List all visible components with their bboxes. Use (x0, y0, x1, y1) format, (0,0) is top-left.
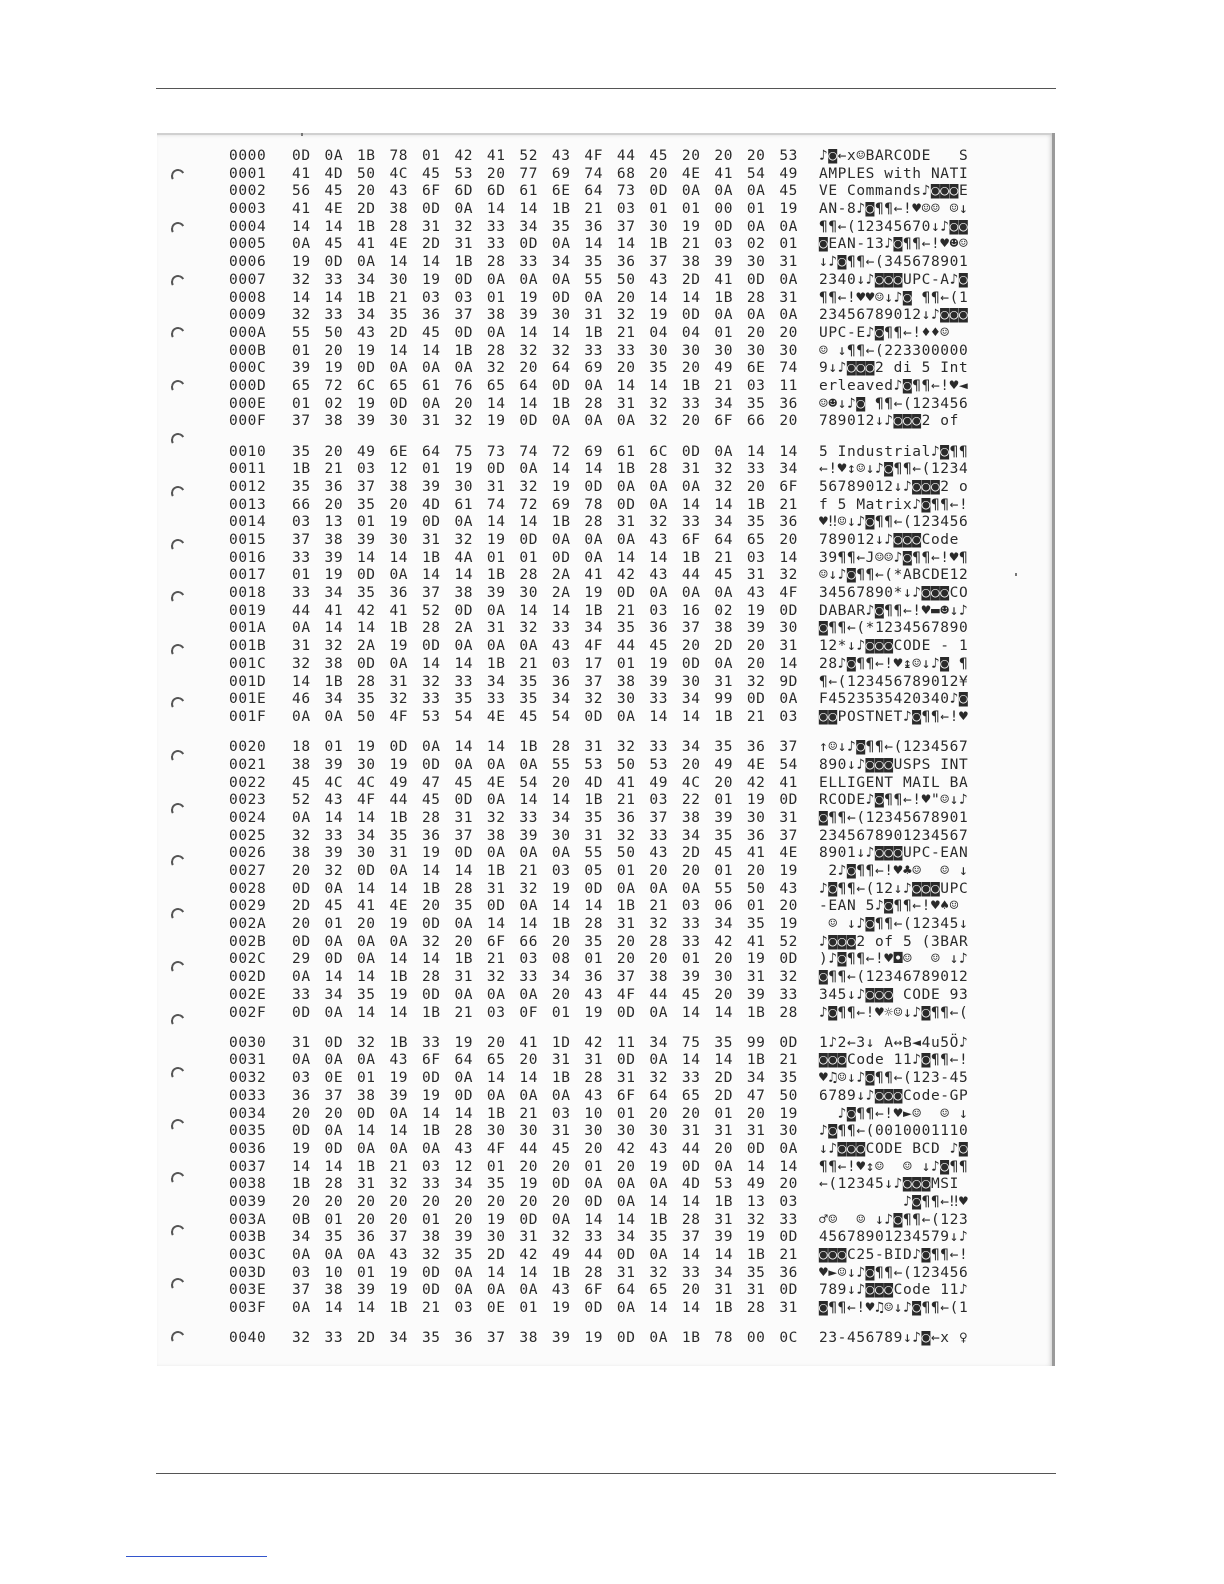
dump-ascii-text: 23-456789↓♪◙←x ♀ (819, 1330, 969, 1347)
dump-address: 0034 (229, 1105, 267, 1122)
dump-ascii-text: 789↓♪◙◙◙Code 11♪ (819, 1282, 969, 1299)
dump-hex-bytes: 1B 28 31 32 33 34 35 19 0D 0A 0A 0A 4D 53 49 20 (292, 1176, 798, 1193)
dump-ascii-text: 1♪2←3↓ A↔B◄4u5Ö♪ (819, 1034, 969, 1051)
dump-address: 001C (229, 655, 267, 672)
dump-ascii-text: 56789012↓♪◙◙◙2 o (819, 478, 969, 495)
dump-address: 0008 (229, 289, 267, 306)
punch-hole-mark (171, 644, 185, 654)
dump-address: 001B (229, 638, 267, 655)
dump-hex-bytes: 31 32 2A 19 0D 0A 0A 0A 43 4F 44 45 20 2D 20 31 (292, 638, 798, 655)
dump-address: 0020 (229, 739, 267, 756)
dump-hex-bytes: 56 45 20 43 6F 6D 6D 61 6E 64 73 0D 0A 0A 0A 45 (292, 183, 798, 200)
dump-hex-bytes: 35 20 49 6E 64 75 73 74 72 69 61 6C 0D 0A 14 14 (292, 443, 798, 460)
dump-address: 0023 (229, 792, 267, 809)
punch-hole-mark (171, 222, 185, 232)
dump-ascii-text: ◙¶¶←(12345678901 (819, 809, 969, 826)
dump-hex-bytes: 0D 0A 14 14 1B 28 30 30 31 30 30 30 31 31 31 30 (292, 1123, 798, 1140)
dump-hex-bytes: 0D 0A 0A 0A 32 20 6F 66 20 35 20 28 33 42 41 52 (292, 933, 798, 950)
dump-address: 003B (229, 1229, 267, 1246)
dump-address: 0004 (229, 218, 267, 235)
dump-hex-bytes: 33 34 35 19 0D 0A 0A 0A 20 43 4F 44 45 20 39 33 (292, 986, 798, 1003)
dump-address: 000A (229, 324, 267, 341)
punch-hole-mark (171, 961, 185, 971)
punch-hole-mark (171, 697, 185, 707)
dump-ascii-text: ☺☻↓♪◙ ¶¶←(123456 (819, 395, 969, 412)
dump-ascii-text: 45678901234579↓♪ (819, 1229, 969, 1246)
footer-rule (156, 1473, 1056, 1474)
dump-address: 000B (229, 342, 267, 359)
dump-ascii-text: 2340↓♪◙◙◙UPC-A♪◙ (819, 271, 969, 288)
dump-hex-bytes: 0D 0A 1B 78 01 42 41 52 43 4F 44 45 20 20 20 53 (292, 148, 798, 164)
dump-ascii-text: ◙◙◙Code 11♪◙¶¶←! (819, 1052, 969, 1069)
punch-hole-mark (171, 1278, 185, 1288)
dump-address: 0005 (229, 236, 267, 253)
dump-ascii-text: ◙¶¶←(*1234567890 (819, 620, 969, 637)
dump-address: 003F (229, 1300, 267, 1317)
dump-ascii-text: 28♪◙¶¶←!♥↨☺↓♪◙ ¶ (819, 655, 969, 672)
dump-ascii-text: ♥‼☺↓♪◙¶¶←(123456 (819, 514, 969, 531)
footer-link-underline (126, 1556, 267, 1557)
punch-hole-mark (171, 1225, 185, 1235)
punch-hole-mark (171, 591, 185, 601)
dump-hex-bytes: 33 34 35 36 37 38 39 30 2A 19 0D 0A 0A 0A 43 4F (292, 585, 798, 602)
dump-ascii-text: ↑☺↓♪◙¶¶←(1234567 (819, 739, 969, 756)
dump-hex-bytes: 0D 0A 14 14 1B 21 03 0F 01 19 0D 0A 14 14 1B 28 (292, 1004, 798, 1021)
dump-address: 003E (229, 1282, 267, 1299)
dump-hex-bytes: 38 39 30 31 19 0D 0A 0A 0A 55 50 43 2D 45 41 4E (292, 845, 798, 862)
dump-hex-bytes: 01 19 0D 0A 14 14 1B 28 2A 41 42 43 44 45 31 32 (292, 567, 798, 584)
dump-hex-bytes: 0A 14 14 1B 28 31 32 33 34 36 37 38 39 30 31 32 (292, 969, 798, 986)
dump-address: 002F (229, 1004, 267, 1021)
dump-hex-bytes: 0A 14 14 1B 28 2A 31 32 33 34 35 36 37 38 39 30 (292, 620, 798, 637)
dump-address: 002B (229, 933, 267, 950)
dump-hex-bytes: 01 20 19 14 14 1B 28 32 32 33 33 30 30 30 30 30 (292, 342, 798, 359)
dump-hex-bytes: 01 02 19 0D 0A 20 14 14 1B 28 31 32 33 34 35 36 (292, 395, 798, 412)
dump-hex-bytes: 0D 0A 14 14 1B 28 31 32 19 0D 0A 0A 0A 55 50 43 (292, 880, 798, 897)
dump-ascii-text: ♪◙¶¶←(0010001110 (819, 1123, 969, 1140)
dump-hex-bytes: 14 1B 28 31 32 33 34 35 36 37 38 39 30 31 32 9D (292, 673, 798, 690)
scan-top-edge (157, 133, 1055, 135)
dump-ascii-text: ◙◙POSTNET♪◙¶¶←!♥ (819, 708, 969, 725)
dump-hex-bytes: 46 34 35 32 33 35 33 35 34 32 30 33 34 99 0D 0A (292, 691, 798, 708)
dump-address: 0029 (229, 898, 267, 915)
dump-address: 0022 (229, 774, 267, 791)
dump-ascii-text: ↓♪◙◙◙CODE BCD ♪◙ (819, 1140, 969, 1157)
dump-ascii-text: ◙EAN-13♪◙¶¶←!♥☻☺ (819, 236, 969, 253)
header-rule (156, 88, 1056, 89)
dump-address: 0015 (229, 532, 267, 549)
dump-address: 0000 (229, 148, 267, 164)
dump-address: 0035 (229, 1123, 267, 1140)
dump-ascii-text: UPC-E♪◙¶¶←!♦♦☺ (819, 324, 969, 341)
dump-address: 0033 (229, 1087, 267, 1104)
punch-hole-mark (171, 1014, 185, 1024)
dump-address: 002C (229, 951, 267, 968)
dump-hex-bytes: 41 4E 2D 38 0D 0A 14 14 1B 21 03 01 01 00 01 19 (292, 201, 798, 218)
dump-hex-bytes: 32 38 0D 0A 14 14 1B 21 03 17 01 19 0D 0A 20 14 (292, 655, 798, 672)
dump-address: 0024 (229, 809, 267, 826)
punch-hole-mark (171, 380, 185, 390)
dump-address: 0036 (229, 1140, 267, 1157)
dump-hex-bytes: 39 19 0D 0A 0A 0A 32 20 64 69 20 35 20 49 6E 74 (292, 360, 798, 377)
dump-hex-bytes: 0A 45 41 4E 2D 31 33 0D 0A 14 14 1B 21 03 02 01 (292, 236, 798, 253)
dump-address: 0038 (229, 1176, 267, 1193)
dump-hex-bytes: 44 41 42 41 52 0D 0A 14 14 1B 21 03 16 02 19 0D (292, 602, 798, 619)
dump-ascii-text: ¶¶←!♥↕☺ ☺ ↓♪◙¶¶ (819, 1158, 969, 1175)
punch-hole-mark (171, 275, 185, 285)
dump-hex-bytes: 31 0D 32 1B 33 19 20 41 1D 42 11 34 75 35 99 0D (292, 1034, 798, 1051)
dump-hex-bytes: 32 33 2D 34 35 36 37 38 39 19 0D 0A 1B 78 00 0C (292, 1330, 798, 1347)
dump-hex-bytes: 36 37 38 39 19 0D 0A 0A 0A 43 6F 64 65 2D 47 50 (292, 1087, 798, 1104)
dump-ascii-text: AMPLES with NATI (819, 165, 969, 182)
dump-ascii-text: ¶←(123456789012¥ (819, 673, 969, 690)
dump-hex-bytes: 66 20 35 20 4D 61 74 72 69 78 0D 0A 14 14 1B 21 (292, 496, 798, 513)
dump-hex-bytes: 37 38 39 30 31 32 19 0D 0A 0A 0A 43 6F 64 65 20 (292, 532, 798, 549)
dump-ascii-text: )♪◙¶¶←!♥◘☺ ☺ ↓♪ (819, 951, 969, 968)
dump-ascii-text: ◙◙◙C25-BID♪◙¶¶←! (819, 1247, 969, 1264)
dump-address: 002E (229, 986, 267, 1003)
punch-hole-mark (171, 803, 185, 813)
dump-ascii-text: RCODE♪◙¶¶←!♥"☺↓♪ (819, 792, 969, 809)
dump-address: 0032 (229, 1070, 267, 1087)
scan-speck (1015, 573, 1017, 576)
punch-hole-mark (171, 750, 185, 760)
dump-hex-bytes: 20 01 20 19 0D 0A 14 14 1B 28 31 32 33 34 35 19 (292, 916, 798, 933)
dump-address: 001E (229, 691, 267, 708)
dump-hex-bytes: 38 39 30 19 0D 0A 0A 0A 55 53 50 53 20 49 4E 54 (292, 756, 798, 773)
dump-address: 0016 (229, 549, 267, 566)
dump-address: 001A (229, 620, 267, 637)
dump-hex-bytes: 14 14 1B 21 03 12 01 20 20 01 20 19 0D 0A 14 14 (292, 1158, 798, 1175)
dump-ascii-text: ♪◙¶¶←‼♥ (819, 1193, 969, 1210)
dump-ascii-text: AN-8♪◙¶¶←!♥☺☺ ☺↓ (819, 201, 969, 218)
dump-address: 002A (229, 916, 267, 933)
dump-ascii-text: ♪◙◙◙2 of 5 (3BAR (819, 933, 969, 950)
dump-hex-bytes: 32 33 34 35 36 37 38 39 30 31 32 33 34 35 36 37 (292, 827, 798, 844)
scan-right-edge (1052, 133, 1055, 1366)
dump-hex-bytes: 18 01 19 0D 0A 14 14 1B 28 31 32 33 34 35 36 37 (292, 739, 798, 756)
dump-hex-bytes: 20 20 0D 0A 14 14 1B 21 03 10 01 20 20 01 20 19 (292, 1105, 798, 1122)
punch-hole-mark (171, 908, 185, 918)
dump-address: 0030 (229, 1034, 267, 1051)
dump-address: 0011 (229, 461, 267, 478)
dump-hex-bytes: 52 43 4F 44 45 0D 0A 14 14 1B 21 03 22 01 19 0D (292, 792, 798, 809)
dump-address: 0003 (229, 201, 267, 218)
scanned-hex-dump-page (157, 133, 1055, 1366)
dump-address: 0039 (229, 1193, 267, 1210)
dump-ascii-text: ♂☺ ☺ ↓♪◙¶¶←(123 (819, 1211, 969, 1228)
dump-hex-bytes: 32 33 34 35 36 37 38 39 30 31 32 19 0D 0A 0A 0A (292, 307, 798, 324)
dump-hex-bytes: 0A 0A 0A 43 32 35 2D 42 49 44 0D 0A 14 14 1B 21 (292, 1247, 798, 1264)
dump-hex-bytes: 0B 01 20 20 01 20 19 0D 0A 14 14 1B 28 31 32 33 (292, 1211, 798, 1228)
dump-ascii-text: erleaved♪◙¶¶←!♥◄ (819, 377, 969, 394)
dump-ascii-text: 5 Industrial♪◙¶¶ (819, 443, 969, 460)
dump-address: 0028 (229, 880, 267, 897)
dump-ascii-text: 6789↓♪◙◙◙Code-GP (819, 1087, 969, 1104)
dump-address: 0012 (229, 478, 267, 495)
dump-hex-bytes: 29 0D 0A 14 14 1B 21 03 08 01 20 20 01 20 19 0D (292, 951, 798, 968)
dump-hex-bytes: 1B 21 03 12 01 19 0D 0A 14 14 1B 28 31 32 33 34 (292, 461, 798, 478)
dump-hex-bytes: 65 72 6C 65 61 76 65 64 0D 0A 14 14 1B 21 03 11 (292, 377, 798, 394)
dump-address: 003A (229, 1211, 267, 1228)
punch-hole-mark (171, 1067, 185, 1077)
dump-address: 0007 (229, 271, 267, 288)
dump-ascii-text: 345↓♪◙◙◙ CODE 93 (819, 986, 969, 1003)
dump-ascii-text: ◙¶¶←!♥♫☺↓♪◙¶¶←(1 (819, 1300, 969, 1317)
dump-address: 0027 (229, 863, 267, 879)
dump-hex-bytes: 03 13 01 19 0D 0A 14 14 1B 28 31 32 33 34 35 36 (292, 514, 798, 531)
dump-ascii-text: DABAR♪◙¶¶←!♥▬☻↓♪ (819, 602, 969, 619)
punch-hole-mark (171, 1119, 185, 1129)
dump-ascii-text: 2345678901234567 (819, 827, 969, 844)
dump-hex-bytes: 19 0D 0A 0A 0A 43 4F 44 45 20 42 43 44 20 0D 0A (292, 1140, 798, 1157)
dump-ascii-text: 34567890*↓♪◙◙◙CO (819, 585, 969, 602)
dump-hex-bytes: 03 0E 01 19 0D 0A 14 14 1B 28 31 32 33 2D 34 35 (292, 1070, 798, 1087)
dump-hex-bytes: 14 14 1B 21 03 03 01 19 0D 0A 20 14 14 1B 28 31 (292, 289, 798, 306)
dump-address: 001D (229, 673, 267, 690)
dump-address: 0019 (229, 602, 267, 619)
scan-speck (301, 133, 303, 136)
dump-ascii-text: ♪◙¶¶←!♥☼☺↓♪◙¶¶←( (819, 1004, 969, 1021)
dump-ascii-text: ♪◙←x☺BARCODE S (819, 148, 969, 164)
dump-address: 0002 (229, 183, 267, 200)
dump-hex-bytes: 37 38 39 30 31 32 19 0D 0A 0A 0A 32 20 6F 66 20 (292, 413, 798, 430)
punch-hole-mark (171, 1331, 185, 1341)
punch-hole-mark (171, 1172, 185, 1182)
dump-hex-bytes: 34 35 36 37 38 39 30 31 32 33 34 35 37 39 19 0D (292, 1229, 798, 1246)
punch-hole-mark (171, 327, 185, 337)
punch-hole-mark (171, 855, 185, 865)
dump-address: 0025 (229, 827, 267, 844)
dump-ascii-text: 39¶¶←J☺☺♪◙¶¶←!♥¶ (819, 549, 969, 566)
dump-ascii-text: ☺↓♪◙¶¶←(*ABCDE12 (819, 567, 969, 584)
dump-ascii-text: ←!♥↕☺↓♪◙¶¶←(1234 (819, 461, 969, 478)
dump-hex-bytes: 35 36 37 38 39 30 31 32 19 0D 0A 0A 0A 32 20 6F (292, 478, 798, 495)
dump-address: 0031 (229, 1052, 267, 1069)
dump-ascii-text: ☺ ↓¶¶←(223300000 (819, 342, 969, 359)
dump-address: 000E (229, 395, 267, 412)
dump-address: 0009 (229, 307, 267, 324)
dump-hex-bytes: 33 39 14 14 1B 4A 01 01 0D 0A 14 14 1B 21 03 14 (292, 549, 798, 566)
dump-address: 003C (229, 1247, 267, 1264)
dump-ascii-text: 789012↓♪◙◙◙Code (819, 532, 969, 549)
dump-ascii-text: ♥►☺↓♪◙¶¶←(123456 (819, 1264, 969, 1281)
dump-hex-bytes: 37 38 39 19 0D 0A 0A 0A 43 6F 64 65 20 31 31 0D (292, 1282, 798, 1299)
dump-address: 000F (229, 413, 267, 430)
punch-hole-mark (171, 433, 185, 443)
dump-address: 0010 (229, 443, 267, 460)
dump-ascii-text: 890↓♪◙◙◙USPS INT (819, 756, 969, 773)
dump-address: 0037 (229, 1158, 267, 1175)
punch-hole-mark (171, 169, 185, 179)
dump-ascii-text: ¶¶←(12345670↓♪◙◙ (819, 218, 969, 235)
dump-ascii-text: ¶¶←!♥♥☺↓♪◙ ¶¶←(1 (819, 289, 969, 306)
dump-hex-bytes: 0A 14 14 1B 28 31 32 33 34 35 36 37 38 39 30 31 (292, 809, 798, 826)
dump-ascii-text: ☺ ↓♪◙¶¶←(12345↓ (819, 916, 969, 933)
dump-hex-bytes: 20 20 20 20 20 20 20 20 20 0D 0A 14 14 1B 13 03 (292, 1193, 798, 1210)
dump-ascii-text: 12*↓♪◙◙◙CODE - 1 (819, 638, 969, 655)
dump-ascii-text: ◙¶¶←(12346789012 (819, 969, 969, 986)
dump-hex-bytes: 03 10 01 19 0D 0A 14 14 1B 28 31 32 33 34 35 36 (292, 1264, 798, 1281)
dump-ascii-text: -EAN 5♪◙¶¶←!♥♠☺ (819, 898, 969, 915)
dump-address: 0021 (229, 756, 267, 773)
punch-hole-mark (171, 539, 185, 549)
dump-ascii-text: ←(12345↓♪◙◙◙MSI (819, 1176, 969, 1193)
dump-address: 002D (229, 969, 267, 986)
dump-ascii-text: ELLIGENT MAIL BA (819, 774, 969, 791)
dump-hex-bytes: 2D 45 41 4E 20 35 0D 0A 14 14 1B 21 03 06 01 20 (292, 898, 798, 915)
dump-address: 000C (229, 360, 267, 377)
dump-ascii-text: 8901↓♪◙◙◙UPC-EAN (819, 845, 969, 862)
dump-ascii-text: ♪◙¶¶←(12↓♪◙◙◙UPC (819, 880, 969, 897)
dump-address: 001F (229, 708, 267, 725)
dump-ascii-text: ♥♫☺↓♪◙¶¶←(123-45 (819, 1070, 969, 1087)
dump-ascii-text: 2♪◙¶¶←!♥♣☺ ☺ ↓ (819, 863, 969, 879)
dump-hex-bytes: 32 33 34 30 19 0D 0A 0A 0A 55 50 43 2D 41 0D 0A (292, 271, 798, 288)
dump-hex-bytes: 19 0D 0A 14 14 1B 28 33 34 35 36 37 38 39 30 31 (292, 254, 798, 271)
dump-ascii-text: VE Commands♪◙◙◙E (819, 183, 969, 200)
dump-ascii-text: F4523535420340♪◙ (819, 691, 969, 708)
dump-address: 0014 (229, 514, 267, 531)
dump-address: 0001 (229, 165, 267, 182)
dump-address: 0018 (229, 585, 267, 602)
dump-address: 000D (229, 377, 267, 394)
dump-address: 0017 (229, 567, 267, 584)
dump-hex-bytes: 0A 14 14 1B 21 03 0E 01 19 0D 0A 14 14 1B 28 31 (292, 1300, 798, 1317)
dump-hex-bytes: 55 50 43 2D 45 0D 0A 14 14 1B 21 04 04 01 20 20 (292, 324, 798, 341)
dump-hex-bytes: 0A 0A 0A 43 6F 64 65 20 31 31 0D 0A 14 14 1B 21 (292, 1052, 798, 1069)
dump-address: 0040 (229, 1330, 267, 1347)
dump-ascii-text: f 5 Matrix♪◙¶¶←! (819, 496, 969, 513)
dump-hex-bytes: 20 32 0D 0A 14 14 1B 21 03 05 01 20 20 01 20 19 (292, 863, 798, 879)
dump-ascii-text: 23456789012↓♪◙◙◙ (819, 307, 969, 324)
dump-address: 0006 (229, 254, 267, 271)
dump-address: 0026 (229, 845, 267, 862)
dump-hex-bytes: 14 14 1B 28 31 32 33 34 35 36 37 30 19 0D 0A 0A (292, 218, 798, 235)
dump-address: 0013 (229, 496, 267, 513)
dump-hex-bytes: 41 4D 50 4C 45 53 20 77 69 74 68 20 4E 41 54 49 (292, 165, 798, 182)
dump-ascii-text: 9↓♪◙◙◙2 di 5 Int (819, 360, 969, 377)
dump-ascii-text: 789012↓♪◙◙◙2 of (819, 413, 969, 430)
dump-hex-bytes: 45 4C 4C 49 47 45 4E 54 20 4D 41 49 4C 20 42 41 (292, 774, 798, 791)
dump-address: 003D (229, 1264, 267, 1281)
punch-hole-mark (171, 486, 185, 496)
dump-hex-bytes: 0A 0A 50 4F 53 54 4E 45 54 0D 0A 14 14 1B 21 03 (292, 708, 798, 725)
dump-ascii-text: ↓♪◙¶¶←(345678901 (819, 254, 969, 271)
dump-ascii-text: ♪◙¶¶←!♥►☺ ☺ ↓ (819, 1105, 969, 1122)
